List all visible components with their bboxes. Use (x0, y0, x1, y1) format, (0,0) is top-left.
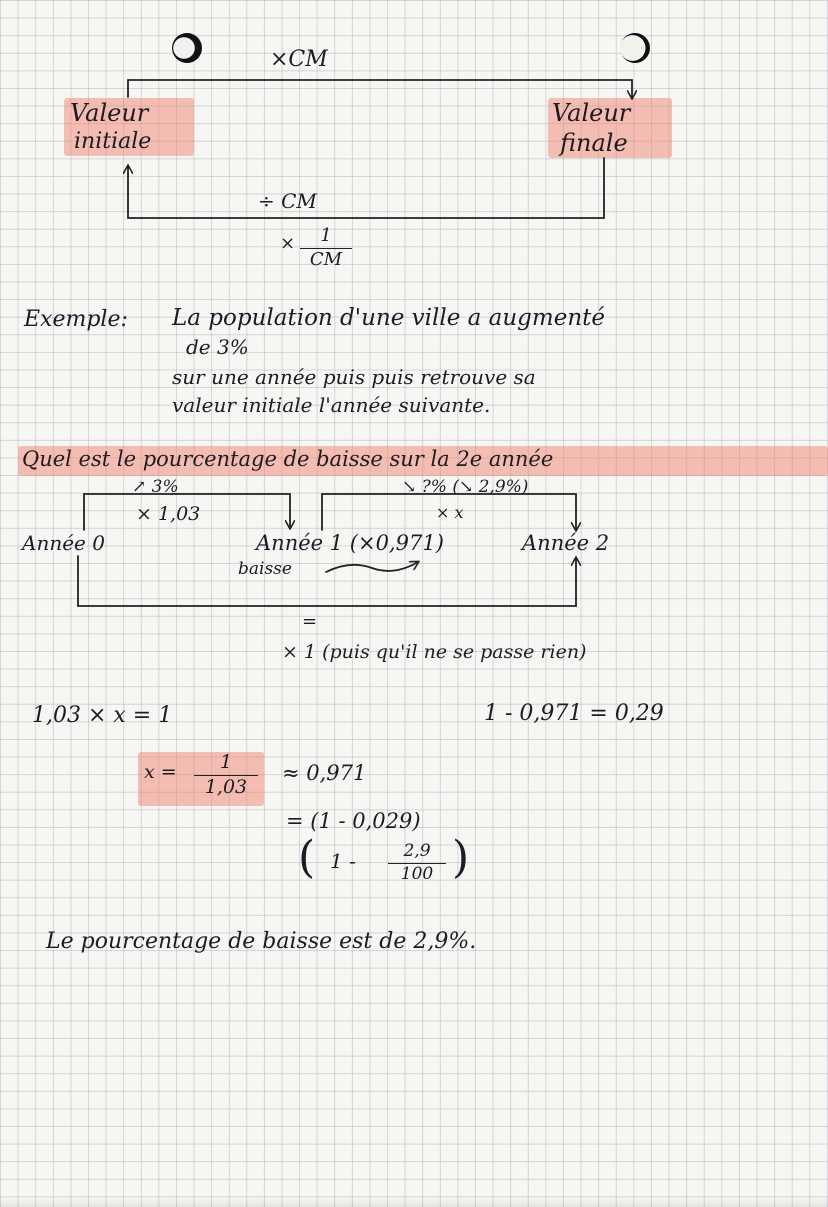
year-2: Année 2 (522, 531, 610, 555)
paren-open: ( (298, 832, 316, 883)
bottom-arrow (128, 158, 604, 218)
example-line2: de 3% (186, 335, 249, 359)
one-minus: 1 - (330, 849, 356, 873)
year0-to-year2-bottom-arrow (78, 556, 576, 606)
conclusion: Le pourcentage de baisse est de 2,9%. (46, 929, 477, 954)
down-percent: ↘ ?% (↘ 2,9%) (402, 477, 529, 497)
eq2: = (1 - 0,029) (286, 809, 421, 833)
baisse-squiggle-arrow (326, 562, 418, 572)
times-one-note: × 1 (puis qu'il ne se passe rien) (282, 641, 587, 663)
mult-103: × 1,03 (136, 503, 201, 525)
example-line3: sur une année puis puis retrouve sa (172, 365, 536, 389)
equation: 1,03 × x = 1 (32, 703, 173, 728)
example-label: Exemple: (24, 307, 128, 332)
x-equals: x = (144, 761, 177, 783)
valeur-finale-line1: Valeur (552, 99, 631, 127)
baisse-label: baisse (238, 559, 292, 579)
mult-x: × x (436, 503, 464, 522)
inverse-den: CM (309, 248, 343, 270)
valeur-finale-line2: finale (560, 129, 628, 157)
pct-num: 2,9 (403, 841, 431, 861)
equals-sign: = (302, 611, 318, 632)
example-line4: valeur initiale l'année suivante. (172, 393, 491, 417)
pct-den: 100 (400, 863, 434, 884)
subtraction: 1 - 0,971 = 0,29 (484, 701, 664, 726)
example-line1: La population d'une ville a augmenté (172, 305, 605, 331)
x-num: 1 (219, 751, 233, 773)
year1-to-year2-arrow (322, 494, 576, 530)
top-label: ×CM (270, 47, 328, 72)
inverse-prefix: × (280, 233, 296, 254)
year0-to-year1-arrow (84, 494, 290, 530)
valeur-initiale-line2: initiale (74, 129, 152, 154)
x-den: 1,03 (204, 775, 248, 798)
bottom-label: ÷ CM (258, 189, 317, 213)
top-arrow (128, 80, 632, 98)
paren-close: ) (452, 832, 470, 883)
inverse-num: 1 (320, 225, 332, 246)
approx-value: ≈ 0,971 (282, 761, 367, 785)
question-text: Quel est le pourcentage de baisse sur la 2e année (22, 447, 554, 471)
year-0: Année 0 (22, 531, 105, 555)
valeur-initiale-line1: Valeur (70, 99, 149, 127)
year-1: Année 1 (×0,971) (256, 531, 444, 555)
up-percent: ↗ 3% (132, 477, 179, 497)
